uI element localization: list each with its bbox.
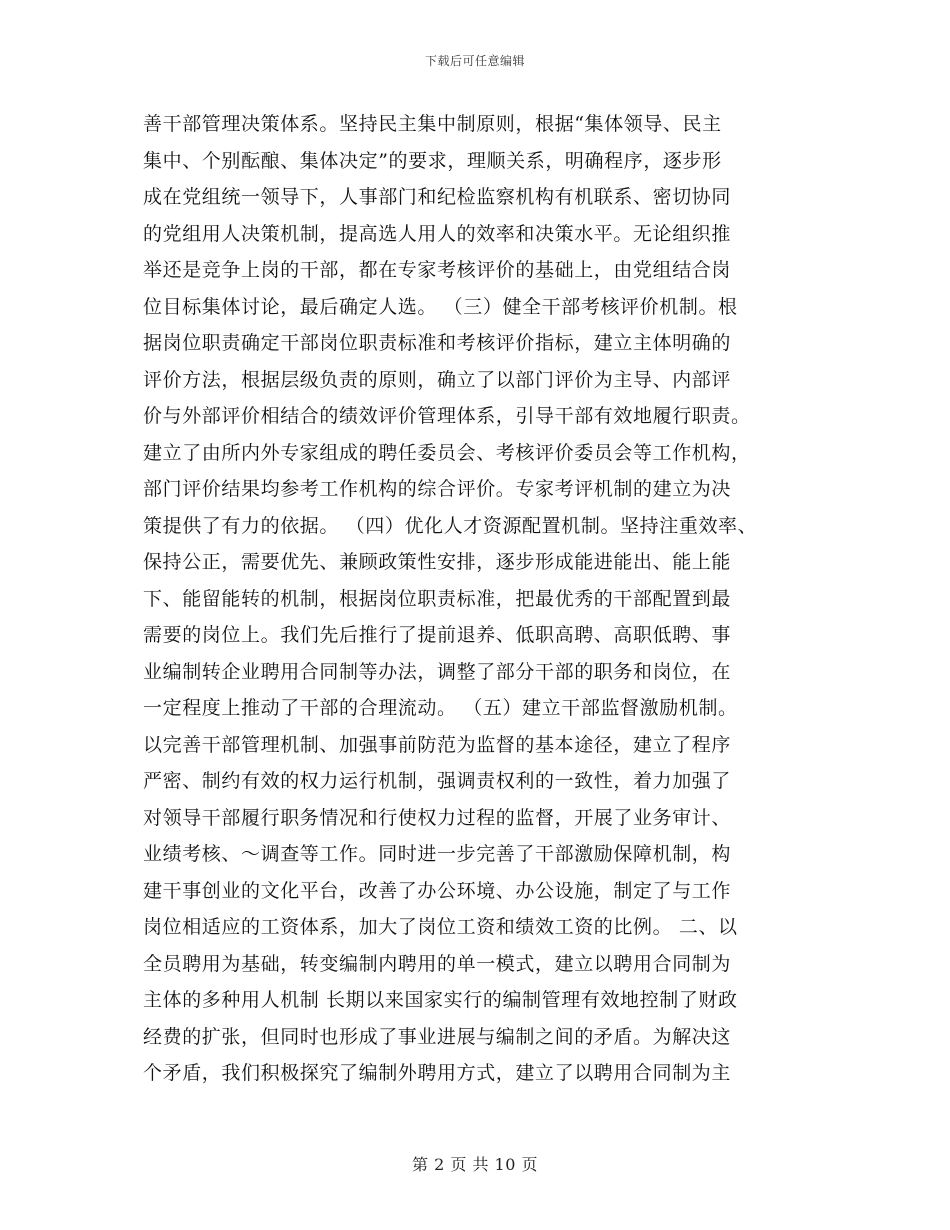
text-line: 个矛盾，我们积极探究了编制外聘用方式，建立了以聘用合同制为主: [143, 1062, 732, 1084]
text-line: 岗位相适应的工资体系，加大了岗位工资和绩效工资的比例。 二、以: [143, 916, 738, 938]
body-text: [143, 106, 843, 1092]
text-line: 业编制转企业聘用合同制等办法，调整了部分干部的职务和岗位，在: [143, 660, 732, 683]
text-line: 下、能留能转的机制，根据岗位职责标准，把最优秀的干部配置到最: [143, 587, 732, 610]
text-line: 经费的扩张，但同时也形成了事业进展与编制之间的矛盾。为解决这: [143, 1025, 732, 1048]
text-line: 以完善干部管理机制、加强事前防范为监督的基本途径，建立了程序: [143, 733, 732, 756]
text-line: 全员聘用为基础，转变编制内聘用的单一模式，建立以聘用合同制为: [143, 952, 732, 975]
text-line: 保持公正，需要优先、兼顾政策性安排，逐步形成能进能出、能上能: [143, 551, 732, 573]
text-line: 成在党组统一领导下，人事部门和纪检监察机构有机联系、密切协同: [143, 186, 732, 208]
text-line: 策提供了有力的依据。 （四）优化人才资源配置机制。坚持注重效率、: [143, 514, 758, 537]
text-line: 部门评价结果均参考工作机构的综合评价。专家考评机制的建立为决: [143, 478, 732, 500]
text-line: 业绩考核、～调查等工作。同时进一步完善了干部激励保障机制，构: [143, 843, 732, 865]
text-line: 据岗位职责确定干部岗位职责标准和考核评价指标，建立主体明确的: [143, 332, 732, 354]
page-header: 下载后可任意编辑: [424, 54, 525, 68]
text-line: 一定程度上推动了干部的合理流动。 （五）建立干部监督激励机制。: [143, 697, 738, 719]
text-line: 举还是竞争上岗的干部，都在专家考核评价的基础上，由党组结合岗: [143, 259, 732, 281]
text-line: 善干部管理决策体系。坚持民主集中制原则，根据“集体领导、民主: [143, 113, 722, 135]
text-line: 严密、制约有效的权力运行机制，强调责权利的一致性，着力加强了: [143, 770, 732, 792]
text-line: 价与外部评价相结合的绩效评价管理体系，引导干部有效地履行职责。: [143, 405, 751, 427]
text-line: 的党组用人决策机制，提高选人用人的效率和决策水平。无论组织推: [143, 222, 732, 245]
text-line: 建干事创业的文化平台，改善了办公环境、办公设施，制定了与工作: [143, 879, 732, 902]
text-line: 需要的岗位上。我们先后推行了提前退养、低职高聘、高职低聘、事: [143, 624, 732, 646]
page-number-footer: 第 2 页 共 10 页: [412, 1155, 538, 1174]
text-line: 建立了由所内外专家组成的聘任委员会、考核评价委员会等工作机构，: [143, 441, 751, 464]
text-line: 评价方法，根据层级负责的原则，确立了以部门评价为主导、内部评: [143, 368, 732, 391]
text-line: 主体的多种用人机制 长期以来国家实行的编制管理有效地控制了财政: [143, 989, 738, 1011]
text-line: 集中、个别酝酿、集体决定”的要求，理顺关系，明确程序，逐步形: [143, 149, 722, 172]
text-line: 对领导干部履行职务情况和行使权力过程的监督，开展了业务审计、: [143, 806, 732, 829]
text-line: 位目标集体讨论，最后确定人选。 （三）健全干部考核评价机制。根: [143, 295, 738, 318]
